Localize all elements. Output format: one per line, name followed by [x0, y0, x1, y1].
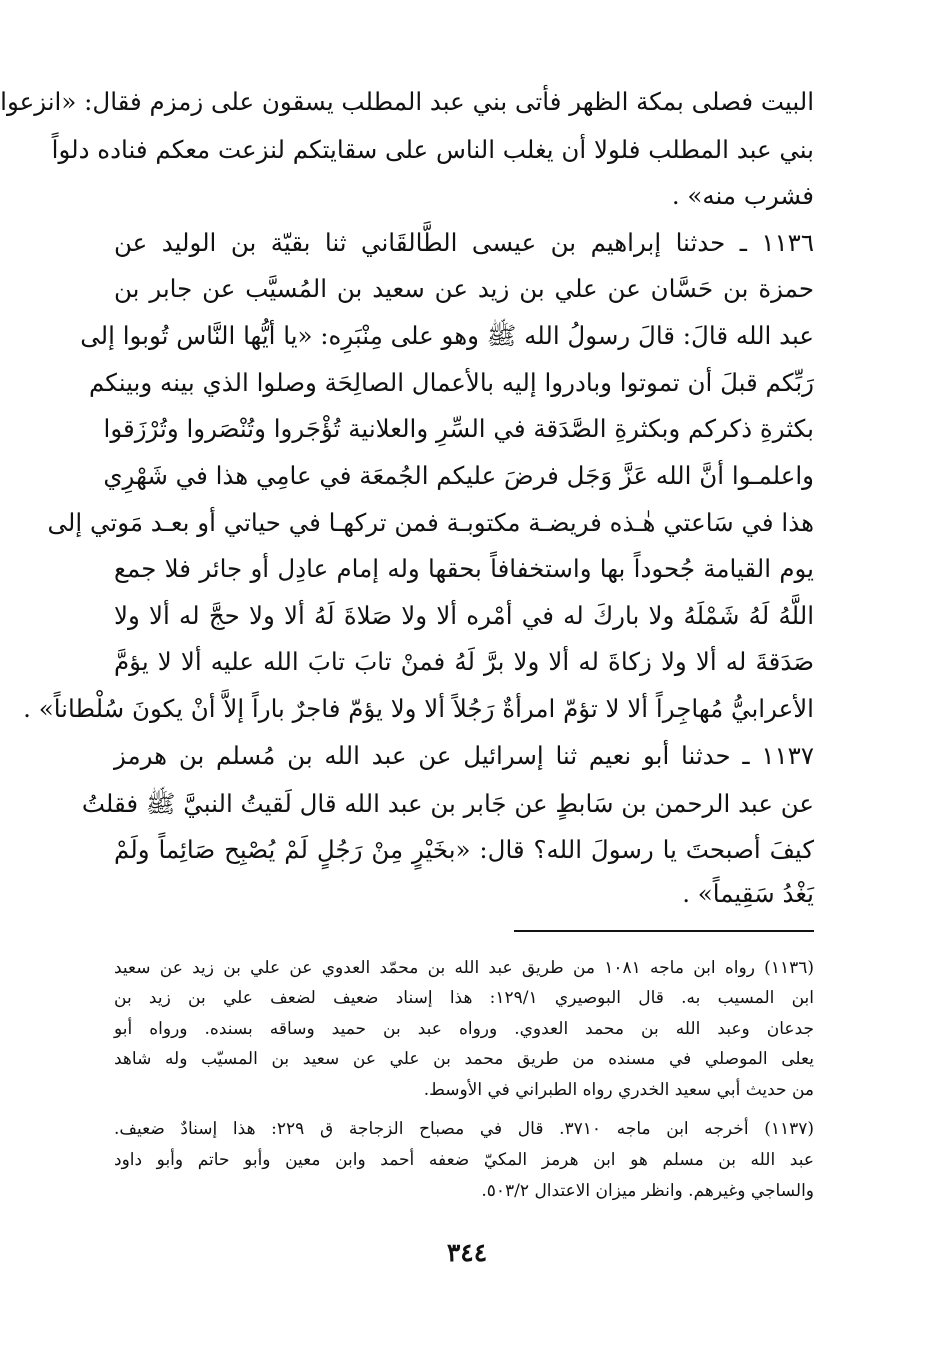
text-line: حمزة بن حَسَّان عن علي بن زيد عن سعيد بن المُسيَّب عن جابر بن — [114, 274, 814, 303]
text-line: اللَّهُ لَهُ شَمْلَهُ ولا باركَ له في أمْره ألا ولا صَلاةَ لَهُ ألا ولا حجَّ له ألا ولا — [114, 601, 814, 630]
text-line: البيت فصلى بمكة الظهر فأتى بني عبد المطلب يسقون على زمزم فقال: «انزعوا — [0, 87, 814, 116]
text-line: فشرب منه» . — [671, 181, 814, 210]
text-line: عن عبد الرحمن بن سَابطٍ عن جَابر بن عبد الله قال لَقيتُ النبيَّ ﷺ فقلتُ — [81, 789, 814, 818]
text-line: رَبِّكم قبلَ أن تموتوا وبادروا إليه بالأعمال الصالِحَة وصلوا الذي بينه وبينكم — [88, 368, 814, 397]
text-line: صَدَقةَ له ألا ولا زكاةَ له ألا ولا برَّ لَهُ فمنْ تابَ تابَ الله عليه ألا لا يؤمَّ — [114, 647, 814, 676]
book-page — [2, 0, 932, 1357]
footnote-line: عبد الله بن مسلم هو ابن هرمز المكيّ ضعفه أحمد وابن معين وأبو حاتم وأبو داود — [114, 1150, 814, 1170]
text-line: يَغْدُ سَقِيماً» . — [682, 879, 814, 908]
footnote-line: (١١٣٧) أخرجه ابن ماجه ٣٧١٠. قال في مصباح الزجاجة ق ٢٢٩: هذا إسنادٌ ضعيف. — [114, 1119, 814, 1139]
footnote-line: (١١٣٦) رواه ابن ماجه ١٠٨١ من طريق عبد الله بن محمّد العدوي عن علي بن زيد عن سعيد — [114, 958, 814, 978]
text-line: ١١٣٧ ـ حدثنا أبو نعيم ثنا إسرائيل عن عبد الله بن مُسلم بن هرمز — [114, 741, 814, 770]
text-line: عبد الله قالَ: قالَ رسولُ الله ﷺ وهو على مِنْبَرِه: «يا أيُّها النَّاس تُوبوا إلى — [80, 321, 814, 350]
text-line: ١١٣٦ ـ حدثنا إبراهيم بن عيسى الطَّالقَاني ثنا بقيّة بن الوليد عن — [114, 228, 814, 257]
footnote-line: جدعان وعبد الله بن محمد العدوي. ورواه عبد بن حميد وساقه بسنده. ورواه أبو — [114, 1019, 814, 1039]
text-line: كيفَ أصبحتَ يا رسولَ الله؟ قال: «بخَيْرٍ مِنْ رَجُلٍ لَمْ يُصْبِح صَائِماً ولَمْ — [114, 835, 814, 864]
text-line: هذا في سَاعتي هٰـذه فريضـة مكتوبـة فمن تركهـا في حياتي أو بعـد مَوتي إلى — [47, 508, 814, 537]
text-line: بني عبد المطلب فلولا أن يغلب الناس على سقايتكم لنزعت معكم فناده دلواً — [51, 135, 814, 164]
text-line: يوم القيامة جُحوداً بها واستخفافاً بحقها وله إمام عادِل أو جائر فلا جمع — [114, 554, 814, 583]
footnote-line: يعلى الموصلي في مسنده من طريق محمد بن علي عن سعيد بن المسيّب وله شاهد — [114, 1049, 814, 1069]
page-number: ٣٤٤ — [446, 1238, 488, 1267]
footnote-line: ابن المسيب به. قال البوصيري ١٢٩/١: هذا إسناد ضعيف لضعف علي بن زيد بن — [114, 988, 814, 1008]
text-line: واعلمـوا أنَّ الله عَزَّ وَجَل فرضَ عليكم الجُمعَة في عامِي هذا في شَهْرِي — [103, 461, 814, 490]
footnote-line: والساجي وغيرهم. وانظر ميزان الاعتدال ٥٠٣/٢. — [481, 1181, 814, 1201]
text-line: بكثرةِ ذكركم وبكثرةِ الصَّدَقة في السِّرِ والعلانية تُؤْجَروا وتُنْصَروا وتُرْزَقوا — [103, 414, 814, 443]
footnote-divider — [514, 930, 814, 932]
text-line: الأعرابيُّ مُهاجِراً ألا لا تؤمّ امرأةٌ رَجُلاً ألا ولا يؤمّ فاجرٌ باراً إلاَّ أنْ يكونَ سُلْطاناً» . — [23, 694, 814, 723]
footnote-line: من حديث أبي سعيد الخدري رواه الطبراني في الأوسط. — [423, 1080, 814, 1100]
